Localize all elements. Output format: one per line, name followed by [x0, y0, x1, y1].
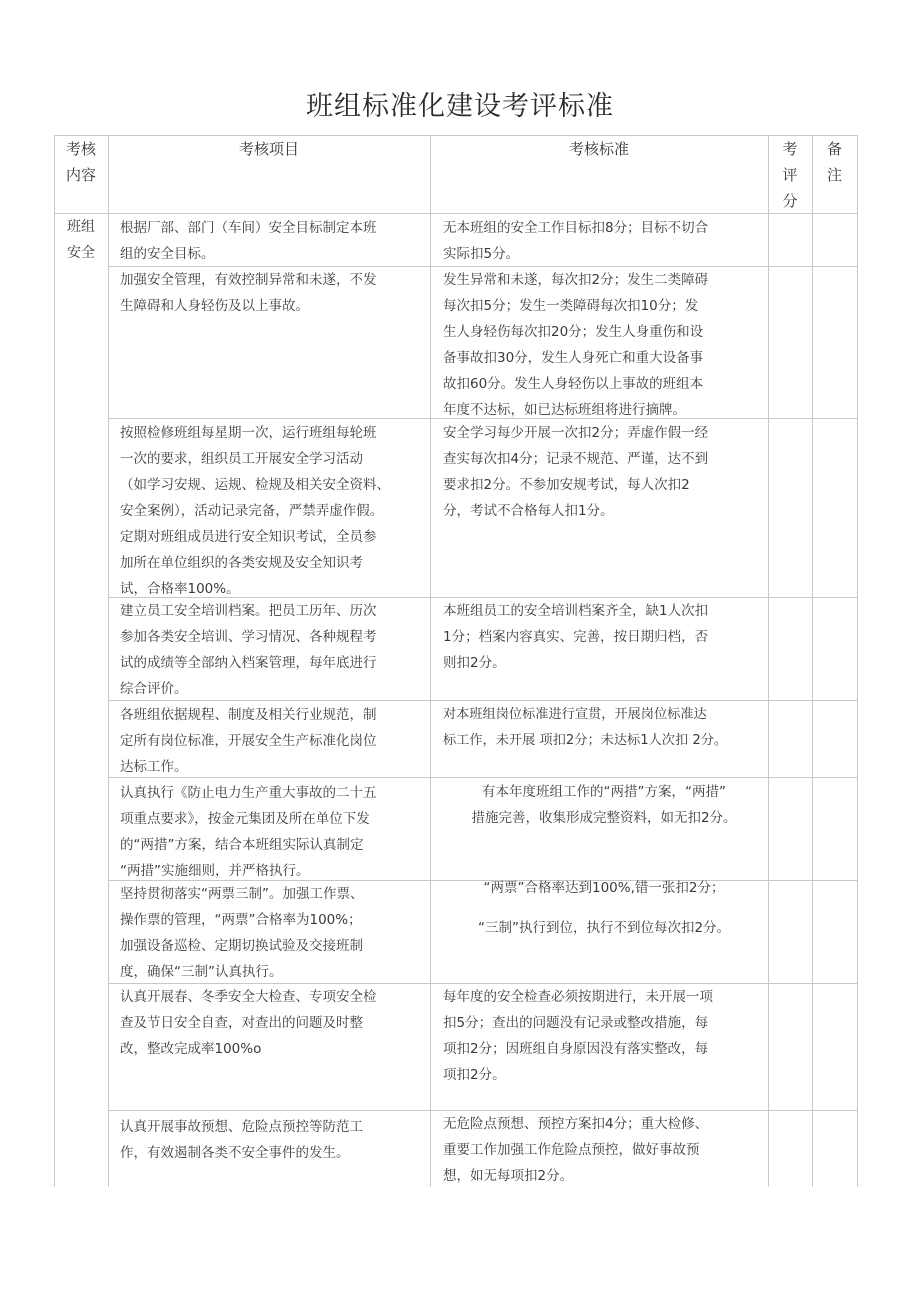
- header-remark: 备 注: [826, 140, 842, 184]
- col-border: [430, 135, 431, 1187]
- table-row-standard: 本班组员工的安全培训档案齐全，缺1人次扣 1分；档案内容真实、完善，按日期归档，否 则扣2分。: [443, 603, 709, 671]
- table-row-item: 加强安全管理，有效控制异常和未遂，不发 生障碍和人身轻伤及以上事故。: [120, 272, 377, 314]
- table-row-item: 各班组依据规程、制度及相关行业规范，制 定所有岗位标准，开展安全生产标准化岗位 达标工作。: [120, 707, 377, 775]
- table-row-item: 坚持贯彻落实“两票三制”。加强工作票、 操作票的管理，“两票”合格率为100%； 加强设备巡检、定期切换试验及交接班制 度，确保“三制”认真执行。: [120, 886, 364, 980]
- table-row-item: 认真开展春、冬季安全大检查、专项安全检 查及节日安全自查，对查出的问题及时整 改，整改完成率100%o: [120, 989, 377, 1057]
- table-row-standard: 发生异常和未遂，每次扣2分；发生二类障碍 每次扣5分；发生一类障碍每次扣10分；发 生人身轻伤每次扣20分；发生人身重伤和设 备事故扣30分，发生人身死亡和重大设备事 故扣60分。发生人身轻伤以上事故的班组本 年度不达标，如已达标班组将进行摘牌。: [443, 272, 709, 418]
- col-border: [812, 135, 813, 1187]
- table-row-item: 认真开展事故预想、危险点预控等防范工 作，有效遏制各类不安全事件的发生。: [120, 1119, 363, 1161]
- col-border: [857, 135, 858, 1187]
- table-row-item: 认真执行《防止电力生产重大事故的二十五 项重点要求》，按金元集团及所在单位下发 的“两措”方案，结合本班组实际认真制定 “两措”实施细则，并严格执行。: [120, 785, 377, 879]
- header-content: 考核 内容: [65, 140, 96, 184]
- header-item: 考核项目: [238, 140, 299, 158]
- table-row-standard: 无危险点预想、预控方案扣4分；重大检修、 重要工作加强工作危险点预控，做好事故预 想，如无每项扣2分。: [443, 1116, 709, 1184]
- table-row-standard: 对本班组岗位标准进行宣贯，开展岗位标准达 标工作，未开展 项扣2分；未达标1人次扣 2分。: [443, 707, 728, 748]
- table-row-item: 根据厂部、部门（车间）安全目标制定本班 组的安全目标。: [120, 220, 377, 262]
- category-label: 班组 安全: [67, 219, 95, 261]
- col-border: [108, 135, 109, 1187]
- col-border: [768, 135, 769, 1187]
- col-border: [54, 135, 55, 1187]
- table-row-item: 建立员工安全培训档案。把员工历年、历次 参加各类安全培训、学习情况、各种规程考 试的成绩等全部纳入档案管理，每年底进行 综合评价。: [120, 603, 377, 697]
- table-row-standard: 无本班组的安全工作目标扣8分；目标不切合 实际扣5分。: [443, 220, 709, 262]
- table-row-standard: 安全学习每少开展一次扣2分；弄虚作假一经 查实每次扣4分；记录不规范、严谨，达不到 要求扣2分。不参加安规考试，每人次扣2 分，考试不合格每人扣1分。: [443, 425, 709, 519]
- table-row-standard: 每年度的安全检查必须按期进行，未开展一项 扣5分；查出的问题没有记录或整改措施，每 项扣2分；因班组自身原因没有落实整改，每 项扣2分。: [443, 989, 713, 1083]
- page-title: 班组标准化建设考评标准: [306, 91, 614, 122]
- table-row-item: 按照检修班组每星期一次，运行班组每轮班 一次的要求，组织员工开展安全学习活动 （如学习安规、运规、检规及相关安全资料、 安全案例），活动记录完备，严禁弄虚作假。 定期对班组成员进行安全知识考试，全员参 加所在单位组织的各类安规及安全知识考 试，合格率100%。: [120, 425, 390, 597]
- header-standard: 考核标准: [568, 140, 629, 158]
- header-bottom-border: [54, 213, 858, 214]
- table-row-standard: 有本年度班组工作的“两措”方案，“两措” 措施完善，收集形成完整资料，如无扣2分。: [471, 784, 737, 826]
- table-row-standard: “两票”合格率达到100%,错一张扣2分； “三制”执行到位，执行不到位每次扣2分。: [477, 880, 731, 936]
- header-score: 考 评 分: [782, 140, 798, 210]
